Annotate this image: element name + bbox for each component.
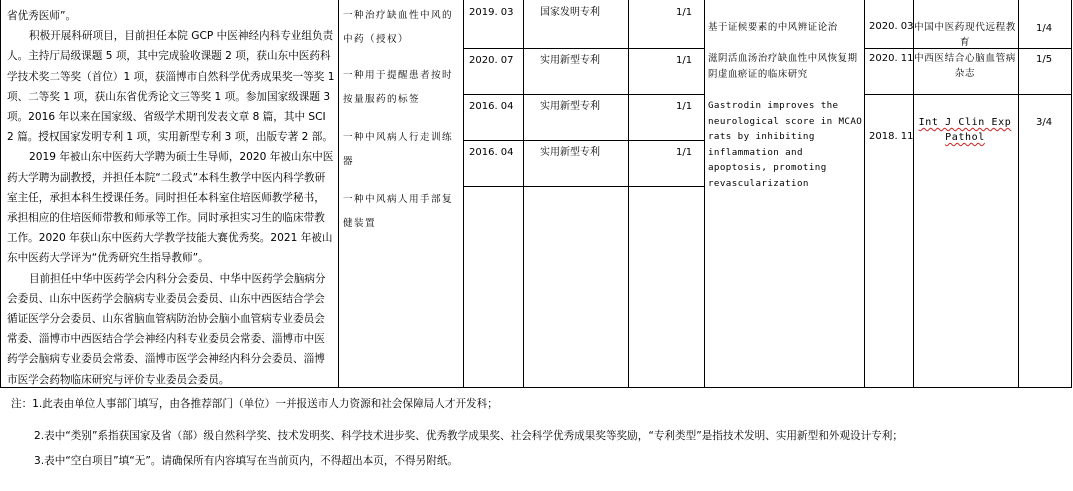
footnote-1: 注：1.此表由单位人事部门填写，由各推荐部门（单位）一并报送市人力资源和社会保障局人才开发科； (11, 398, 498, 410)
patent-date: 2016. 04 (469, 147, 514, 158)
paper-rank: 1/4 (1036, 23, 1053, 34)
column-divider (864, 0, 865, 388)
column-divider (628, 0, 629, 388)
patent-name: 一种治疗缺血性中风的中药（授权） (343, 10, 453, 45)
paper-date: 2020. 03 (869, 21, 914, 32)
column-divider (704, 0, 705, 388)
patent-date: 2019. 03 (469, 7, 514, 18)
patent-type: 国家发明专利 (540, 7, 600, 18)
column-divider (523, 0, 524, 388)
patent-rank: 1/1 (676, 55, 693, 66)
patent-type: 实用新型专利 (540, 55, 600, 66)
paper-title: 基于证候要素的中风辨证论治 (708, 22, 838, 33)
patent-name: 一种中风病人用手部复健装置 (343, 194, 453, 229)
row-divider (463, 140, 704, 141)
patent-name: 一种用于提醒患者按时按量服药的标签 (343, 70, 453, 105)
patent-rank: 1/1 (676, 7, 693, 18)
paper-title: 滋阴活血汤治疗缺血性中风恢复期阴虚血瘀证的临床研究 (708, 53, 858, 80)
paper-journal: 中国中医药现代远程教育 (914, 22, 1016, 48)
patent-name: 一种中风病人行走训练器 (343, 132, 453, 167)
table-border-left (0, 0, 1, 388)
table-border-right (1071, 0, 1072, 388)
patent-rank: 1/1 (676, 147, 693, 158)
biography-text (7, 6, 335, 390)
column-divider (463, 0, 464, 388)
paper-date: 2018. 11 (869, 131, 914, 142)
column-divider (1018, 0, 1019, 388)
patent-date: 2016. 04 (469, 101, 514, 112)
column-divider (338, 0, 339, 388)
footnote-3: 3.表中“空白项目”填“无”。请确保所有内容填写在当前页内，不得超出本页，不得另附纸。 (34, 455, 459, 467)
patent-date: 2020. 07 (469, 55, 514, 66)
bio-paragraph: 目前担任中华中医药学会内科分会委员、中华中医药学会脑病分会委员、山东中医药学会脑病专业委员会委员、山东中西医结合学会循证医学分会委员、山东省脑血管病防治协会脑小血管病专业委员会常委、淄博市中西医结合学会神经内科专业委员会常委、淄博市中医药学会脑病专业委员会常委、淄博市医学会神经内科分会委员、淄博市医学会药物临床研究与评价专业委员会委员。 (7, 272, 326, 386)
patent-rank: 1/1 (676, 101, 693, 112)
paper-rank: 3/4 (1036, 117, 1053, 128)
journal-name-underlined: Int J Clin Exp Pathol (918, 117, 1012, 143)
row-divider (463, 94, 704, 95)
row-divider (463, 186, 704, 187)
bio-paragraph: 2019 年被山东中医药大学聘为硕士生导师，2020 年被山东中医药大学聘为副教授，并担任本院“二段式”本科生教学中医内科学教研室主任，承担本科生授课任务。同时担任本科室住培医师教学秘书，承担相应的住培医师带教和师承等工作。同时承担实习生的临床带教工作。2020 年获山东中医药大学教学技能大赛优秀奖。2021 年被山东中医药大学评为“优秀研究生指导教师”。 (7, 151, 334, 265)
paper-rank: 1/5 (1036, 54, 1053, 65)
bio-paragraph: 省优秀医师”。 (7, 10, 77, 22)
bio-paragraph: 积极开展科研项目，目前担任本院 GCP 中医神经内科专业组负责人。主持厅局级课题 5 项，其中完成验收课题 2 项，获山东中医药科学技术奖二等奖（首位）1 项，获淄博市自然科学优秀成果奖一等奖 1 项、二等奖 1 项，获山东省优秀论文三等奖 1 项。参加国家级课题 3 项。2016 年以来在国家级、省级学术期刊发表文章 8 篇，其中 SCI 2 篇。授权国家发明专利 1 项，实用新型专利 3 项，出版专著 2 部。 (7, 30, 335, 144)
row-divider (864, 94, 1071, 95)
paper-journal (914, 115, 1016, 145)
paper-journal: 中西医结合心脑血管病杂志 (914, 53, 1016, 79)
paper-date: 2020. 11 (869, 53, 914, 64)
row-divider (463, 48, 704, 49)
footnote-2: 2.表中“类别”系指获国家及省（部）级自然科学奖、技术发明奖、科学技术进步奖、优秀教学成果奖、社会科学优秀成果奖等奖励，“专利类型”是指技术发明、实用新型和外观设计专利； (34, 430, 903, 442)
paper-title: Gastrodin improves the neurological score in MCAO rats by inhibiting inflammation and apoptosis, promoting revascularization (708, 100, 863, 189)
patent-type: 实用新型专利 (540, 147, 600, 158)
patent-type: 实用新型专利 (540, 101, 600, 112)
